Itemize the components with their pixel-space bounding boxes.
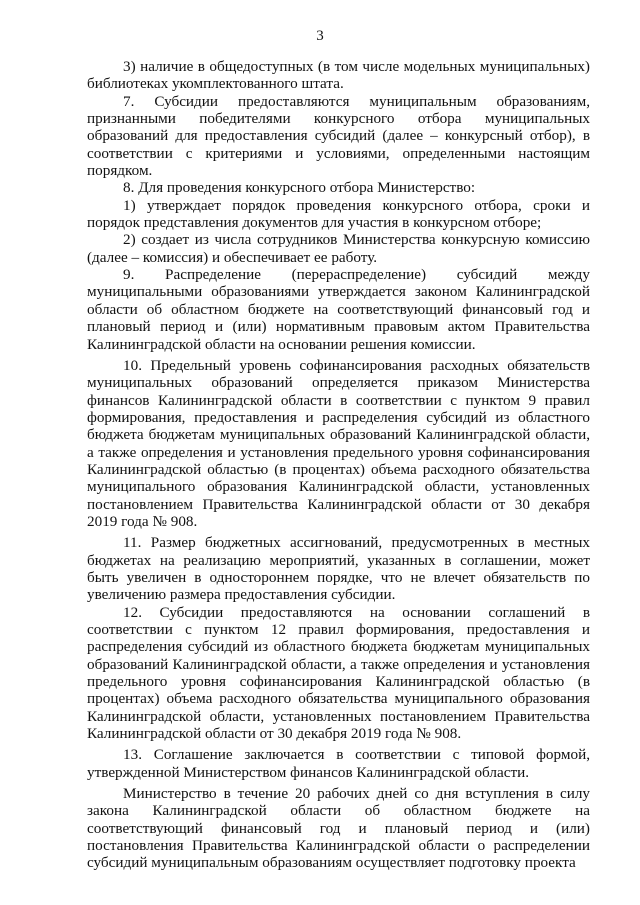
page-number: 3 — [316, 28, 324, 44]
paragraph-clause-9: 9. Распределение (перераспределение) субсидий между муниципальными образованиями утверждается законом Калининградской области об областном бюджете на соответствующий финансовый год и плановый период и (или) нормативным правовым актом Правительства Калининградской области на основании решения комиссии. — [87, 266, 590, 353]
paragraph-clause-7: 7. Субсидии предоставляются муниципальным образованиям, признанными победителями конкурсного отбора муниципальных образований для предоставления субсидий (далее – конкурсный отбор), в соответствии с критериями и условиями, определенными настоящим порядком. — [87, 92, 590, 180]
document-body — [87, 58, 590, 872]
paragraph-clause-8: 8. Для проведения конкурсного отбора Министерство: — [123, 179, 476, 197]
paragraph-clause-8-item-1: 1) утверждает порядок проведения конкурсного отбора, сроки и порядок представления документов для участия в конкурсном отборе; — [87, 196, 590, 232]
paragraph-clause-8-item-2: 2) создает из числа сотрудников Министерства конкурсную комиссию (далее – комиссия) и обеспечивает ее работу. — [87, 231, 590, 266]
paragraph-clause-11: 11. Размер бюджетных ассигнований, предусмотренных в местных бюджетах на реализацию мероприятий, указанных в соглашении, может быть увеличен в одностороннем порядке, что не влечет обязательств по увеличению размера предоставления субсидии. — [87, 534, 590, 604]
paragraph-ministry-duties: Министерство в течение 20 рабочих дней со дня вступления в силу закона Калининградской области об областном бюджете на соответствующий финансовый год и плановый период и (или) постановления Правительства Калининградской области о распределении субсидий муниципальным образованиям осуществляет подготовку проекта — [87, 785, 590, 872]
paragraph-item-3: 3) наличие в общедоступных (в том числе модельных муниципальных) библиотеках укомплектованного штата. — [87, 58, 590, 93]
paragraph-clause-12: 12. Субсидии предоставляются на основании соглашений в соответствии с пунктом 12 правил формирования, предоставления и распределения субсидий из областного бюджета бюджетам муниципальных образований Калининградской области, а также определения и установления предельного уровня софинансирования Калининградской областью (в процентах) объема расходного обязательства муниципального образования Калининградской области, установленных постановлением Правительства Калининградской области от 30 декабря 2019 года № 908. — [87, 603, 590, 743]
paragraph-clause-13: 13. Соглашение заключается в соответствии с типовой формой, утвержденной Министерством финансов Калининградской области. — [87, 746, 590, 781]
paragraph-clause-10: 10. Предельный уровень софинансирования расходных обязательств муниципальных образований определяется приказом Министерства финансов Калининградской области в соответствии с пунктом 9 правил формирования, предоставления и распределения субсидий из областного бюджета бюджетам муниципальных образований Калининградской области, а также определения и установления предельного уровня софинансирования Калининградской областью (в процентах) объема расходного обязательства муниципального образования Калининградской области, установленных постановлением Правительства Калининградской области от 30 декабря 2019 года № 908. — [87, 356, 590, 530]
